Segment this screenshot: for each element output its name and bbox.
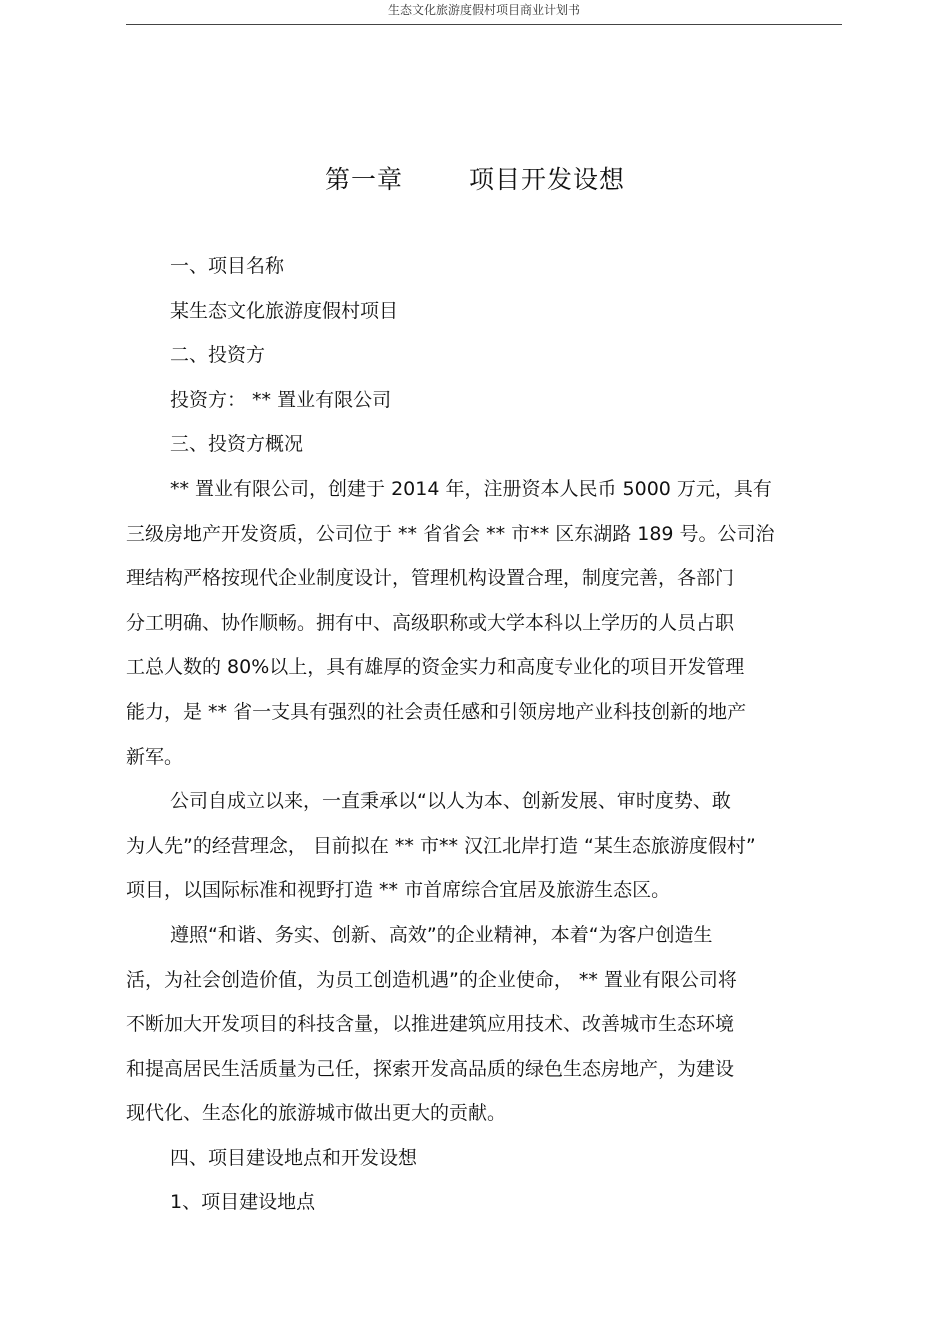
paragraph-line: 新军。 [126,745,184,768]
paragraph-line: 能力，是 ** 省一支具有强烈的社会责任感和引领房地产业科技创新的地产 [126,700,747,723]
paragraph-line: 活，为社会创造价值，为员工创造机遇”的企业使命， ** 置业有限公司将 [126,968,737,991]
section-heading-investor: 二、投资方 [170,344,266,367]
paragraph-line: 工总人数的 80%以上，具有雄厚的资金实力和高度专业化的项目开发管理 [126,656,745,679]
paragraph-line: 为人先”的经营理念， 目前拟在 ** 市** 汉江北岸打造 “某生态旅游度假村” [126,834,756,857]
body-text [126,244,842,1225]
paragraph-line: 遵照“和谐、务实、创新、高效”的企业精神，本着“为客户创造生 [170,923,713,946]
paragraph-line: 现代化、生态化的旅游城市做出更大的贡献。 [126,1102,507,1125]
section-heading-project-name: 一、项目名称 [170,255,285,277]
investor-value: 投资方： ** 置业有限公司 [170,388,392,411]
chapter-number: 第一章 [324,165,403,194]
running-header: 生态文化旅游度假村项目商业计划书 [126,0,842,25]
chapter-title: 项目开发设想 [469,165,626,194]
chapter-heading [0,160,950,200]
section-heading-investor-overview: 三、投资方概况 [170,433,304,456]
paragraph-line: 项目，以国际标准和视野打造 ** 市首席综合宜居及旅游生态区。 [126,879,671,902]
section-heading-location-plan: 四、项目建设地点和开发设想 [170,1146,418,1169]
paragraph-line: 公司自成立以来，一直秉承以“以人为本、创新发展、审时度势、敢 [170,790,731,813]
paragraph-line: 和提高居民生活质量为己任，探索开发高品质的绿色生态房地产，为建设 [126,1057,735,1080]
paragraph-line: 分工明确、协作顺畅。拥有中、高级职称或大学本科以上学历的人员占职 [126,611,735,634]
paragraph-line: ** 置业有限公司，创建于 2014 年，注册资本人民币 5000 万元，具有 [170,477,772,500]
subsection-heading-location: 1、项目建设地点 [170,1191,316,1214]
paragraph-line: 理结构严格按现代企业制度设计，管理机构设置合理，制度完善，各部门 [126,567,735,590]
project-name-value: 某生态文化旅游度假村项目 [170,299,399,322]
paragraph-line: 不断加大开发项目的科技含量，以推进建筑应用技术、改善城市生态环境 [126,1013,735,1036]
paragraph-line: 三级房地产开发资质，公司位于 ** 省省会 ** 市** 区东湖路 189 号。公司治 [126,522,775,545]
